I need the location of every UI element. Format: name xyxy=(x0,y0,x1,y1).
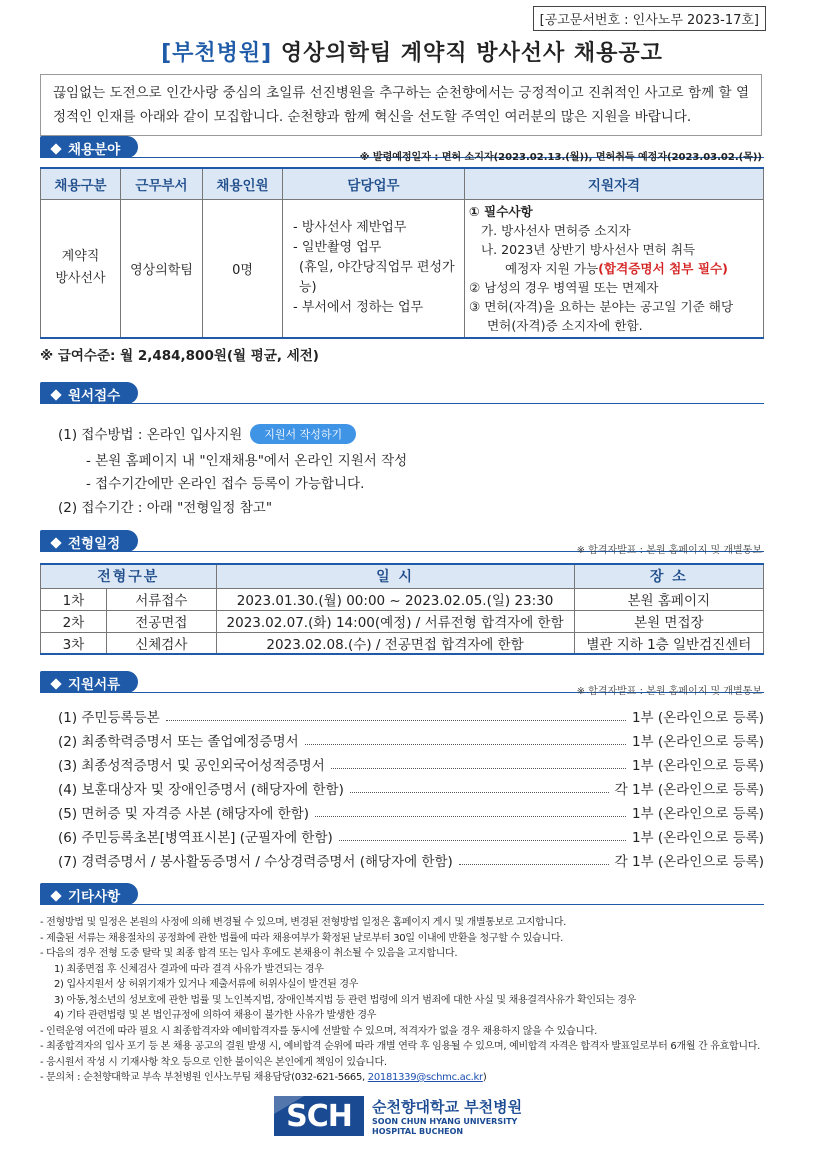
list-item xyxy=(58,776,764,800)
apply-sub: - 접수기간에만 온라인 접수 등록이 가능합니다. xyxy=(86,476,365,492)
qual-red-note: (합격증명서 첨부 필수) xyxy=(598,260,728,276)
list-item xyxy=(58,752,764,776)
write-application-button[interactable]: 지원서 작성하기 xyxy=(250,424,356,444)
cell-dept: 영상의학팀 xyxy=(121,199,203,338)
doc-value: 각 1부 (온라인으로 등록) xyxy=(614,854,764,870)
section-divider xyxy=(40,403,764,404)
contact-email-link[interactable]: 20181339@schmc.ac.kr xyxy=(367,1072,483,1083)
list-item: 1) 최종면접 후 신체검사 결과에 따라 결격 사유가 발견되는 경우 xyxy=(54,963,324,975)
cell-type: 전공면접 xyxy=(107,610,217,632)
diamond-icon xyxy=(50,143,61,154)
list-item: 3) 아동,청소년의 성보호에 관한 법률 및 노인복지법, 장애인복지법 등 관련 법령에 의거 범죄에 대한 사실 및 채용결격사유가 확인되는 경우 xyxy=(54,994,637,1006)
title-hospital: [부천병원] xyxy=(161,41,273,66)
page-title xyxy=(0,36,824,67)
contact-text: - 문의처 : 순천향대학교 부속 부천병원 인사노무팀 채용담당(032-621-5665, xyxy=(40,1072,368,1083)
doc-value: 각 1부 (온라인으로 등록) xyxy=(614,782,764,798)
qual-item: 나. 2023년 상반기 방사선사 면허 취득 xyxy=(481,241,696,257)
doc-value: 1부 (온라인으로 등록) xyxy=(631,830,764,846)
doc-label: (6) 주민등록초본[병역표시본] (군필자에 한함) xyxy=(58,830,333,846)
contact-text: ) xyxy=(482,1072,487,1083)
section-title: 채용분야 xyxy=(68,142,121,158)
cell-date: 2023.02.07.(화) 14:00(예정) / 서류전형 합격자에 한함 xyxy=(216,610,574,632)
diamond-icon xyxy=(50,389,61,400)
col-type: 채용구분 xyxy=(41,168,121,199)
logo-english-name: SOON CHUN HYANG UNIVERSITY xyxy=(372,1116,518,1126)
col-place: 장 소 xyxy=(574,564,763,588)
qual-item: 면허(자격)증 소지자에 한함. xyxy=(487,317,643,333)
doc-value: 1부 (온라인으로 등록) xyxy=(631,734,764,750)
col-stage: 전형구분 xyxy=(41,564,217,588)
section-divider xyxy=(40,904,764,905)
leader-dots xyxy=(315,807,626,817)
list-item xyxy=(58,824,764,848)
doc-value: 1부 (온라인으로 등록) xyxy=(631,806,764,822)
diamond-icon xyxy=(50,537,61,548)
cell-qualification xyxy=(465,199,764,338)
logo-text xyxy=(372,1096,522,1137)
list-item: - 전형방법 및 일정은 본원의 사정에 의해 변경될 수 있으며, 변경된 전형방법 일정은 홈페이지 게시 및 개별통보로 고지합니다. xyxy=(40,917,567,928)
etc-list xyxy=(40,915,780,1086)
list-item xyxy=(58,728,764,752)
list-item xyxy=(58,704,764,728)
cell-duties xyxy=(283,199,465,338)
qual-item xyxy=(469,259,759,278)
doc-label: (2) 최종학력증명서 또는 졸업예정증명서 xyxy=(58,734,299,750)
list-item: 2) 입사지원서 상 허위기재가 있거나 제출서류에 허위사실이 발견된 경우 xyxy=(54,979,359,990)
col-dept: 근무부서 xyxy=(121,168,203,199)
cell-date: 2023.01.30.(월) 00:00 ~ 2023.02.05.(일) 23:30 xyxy=(216,588,574,610)
duty-item: - 방사선사 제반업무 xyxy=(293,220,407,235)
cell-place: 별관 지하 1층 일반검진센터 xyxy=(574,632,763,654)
cell-stage: 3차 xyxy=(41,632,107,654)
list-item: - 제출된 서류는 채용절차의 공정화에 관한 법률에 따라 채용여부가 확정된 날로부터 30일 이내에 반환을 청구할 수 있습니다. xyxy=(40,932,564,944)
leader-dots xyxy=(459,855,609,865)
col-duties: 담당업무 xyxy=(283,168,465,199)
doc-value: 1부 (온라인으로 등록) xyxy=(631,710,764,726)
apply-sub: - 본원 홈페이지 내 "인재채용"에서 온라인 지원서 작성 xyxy=(86,453,408,469)
hospital-logo xyxy=(274,1096,522,1136)
section-title: 원서접수 xyxy=(68,388,121,404)
apply-method-text: (1) 접수방법 : 온라인 입사지원 xyxy=(58,427,243,443)
doc-label: (7) 경력증명서 / 봉사활동증명서 / 수상경력증명서 (해당자에 한함) xyxy=(58,854,453,870)
duty-item: - 부서에서 정하는 업무 xyxy=(293,300,424,315)
list-item: - 다음의 경우 전형 도중 탈락 및 최종 합격 또는 입사 후에도 본채용이 취소될 수 있음을 고지합니다. xyxy=(40,948,458,959)
section-header-etc xyxy=(40,883,138,905)
section-title: 전형일정 xyxy=(68,536,121,552)
doc-value: 1부 (온라인으로 등록) xyxy=(631,758,764,774)
cell-place: 본원 홈페이지 xyxy=(574,588,763,610)
cell-place: 본원 면접장 xyxy=(574,610,763,632)
intro-text: 끊임없는 도전으로 인간사랑 중심의 초일류 선진병원을 추구하는 순천향에서는 긍정적이고 진취적인 사고로 함께 할 열정적인 인재를 아래와 같이 모집합니다. 순천향과 함께 혁신을 선도할 주역인 여러분의 많은 지원을 바랍니다. xyxy=(40,74,762,136)
leader-dots xyxy=(339,831,626,841)
section-header-apply xyxy=(40,382,138,404)
list-item xyxy=(58,800,764,824)
doc-label: (3) 최종성적증명서 및 공인외국어성적증명서 xyxy=(58,758,325,774)
table-header-row xyxy=(41,564,764,588)
qual-item: 가. 방사선사 면허증 소지자 xyxy=(481,222,631,238)
apply-period: (2) 접수기간 : 아래 "전형일정 참고" xyxy=(58,500,273,516)
cell-type: 계약직 방사선사 xyxy=(41,199,121,338)
section-header-schedule xyxy=(40,530,138,552)
section-title: 기타사항 xyxy=(68,889,121,905)
diamond-icon xyxy=(50,678,61,689)
section-title: 지원서류 xyxy=(68,677,121,693)
contact-line xyxy=(40,1070,780,1086)
announce-note: ※ 합격자발표 : 본원 홈페이지 및 개별통보 xyxy=(576,545,762,556)
leader-dots xyxy=(305,735,626,745)
list-item: - 인력운영 여건에 따라 필요 시 최종합격자와 예비합격자를 동시에 선발할 수 있으며, 적격자가 없을 경우 채용하지 않을 수 있습니다. xyxy=(40,1025,597,1037)
documents-list xyxy=(58,704,764,872)
list-item: 4) 기타 관련법령 및 본 법인규정에 의하여 채용이 불가한 사유가 발생한 경우 xyxy=(54,1010,377,1021)
leader-dots xyxy=(166,711,626,721)
list-item xyxy=(58,848,764,872)
logo-english-name: HOSPITAL BUCHEON xyxy=(372,1126,464,1136)
document-number: [공고문서번호 : 인사노무 2023-17호] xyxy=(533,6,766,31)
cell-stage: 1차 xyxy=(41,588,107,610)
cell-date: 2023.02.08.(수) / 전공면접 합격자에 한함 xyxy=(216,632,574,654)
doc-label: (4) 보훈대상자 및 장애인증명서 (해당자에 한함) xyxy=(58,782,344,798)
table-row xyxy=(41,199,764,338)
col-count: 채용인원 xyxy=(203,168,283,199)
list-item: - 최종합격자의 입사 포기 등 본 채용 공고의 결원 발생 시, 예비합격 순위에 따라 개별 연락 후 임용될 수 있으며, 예비합격 자격은 합격자 발표일로부터 6개월 간 유효합니다. xyxy=(40,1041,760,1052)
doc-label: (5) 면허증 및 자격증 사본 (해당자에 한함) xyxy=(58,806,310,822)
appointment-date-note: ※ 발령예정일자 : 면허 소지자(2023.02.13.(월)), 면허취득 예정자(2023.03.02.(목)) xyxy=(359,152,762,163)
duty-item: - 일반촬영 업무 xyxy=(293,240,382,255)
recruit-table xyxy=(40,167,764,339)
doc-label: (1) 주민등록등본 xyxy=(58,710,160,726)
apply-method xyxy=(58,423,356,444)
qual-item: ③ 면허(자격)을 요하는 분야는 공고일 기준 해당 xyxy=(469,298,734,314)
schedule-table xyxy=(40,563,764,655)
table-header-row xyxy=(41,168,764,199)
list-item: - 응시원서 작성 시 기재사항 착오 등으로 인한 불이익은 본인에게 책임이 있습니다. xyxy=(40,1056,387,1068)
title-main: 영상의학팀 계약직 방사선사 채용공고 xyxy=(280,41,663,66)
table-row xyxy=(41,588,764,610)
logo-korean-name: 순천향대학교 부천병원 xyxy=(372,1097,523,1116)
cell-count: 0명 xyxy=(203,199,283,338)
cell-stage: 2차 xyxy=(41,610,107,632)
duty-item: (휴일, 야간당직업무 편성가능) xyxy=(299,260,455,295)
section-header-documents xyxy=(40,671,138,693)
section-header-recruit xyxy=(40,136,138,158)
diamond-icon xyxy=(50,890,61,901)
table-row xyxy=(41,610,764,632)
col-qual: 지원자격 xyxy=(465,168,764,199)
table-row xyxy=(41,632,764,654)
qual-text: 예정자 지원 가능 xyxy=(505,260,599,276)
qual-required: ① 필수사항 xyxy=(469,203,533,219)
leader-dots xyxy=(331,759,626,769)
cell-type: 서류접수 xyxy=(107,588,217,610)
salary-note: ※ 급여수준: 월 2,484,800원(월 평균, 세전) xyxy=(40,348,319,364)
announce-note: ※ 합격자발표 : 본원 홈페이지 및 개별통보 xyxy=(576,686,762,697)
logo-mark: SCH xyxy=(274,1096,364,1136)
cell-type: 신체검사 xyxy=(107,632,217,654)
col-datetime: 일 시 xyxy=(216,564,574,588)
qual-item: ② 남성의 경우 병역필 또는 면제자 xyxy=(469,279,659,295)
leader-dots xyxy=(350,783,609,793)
